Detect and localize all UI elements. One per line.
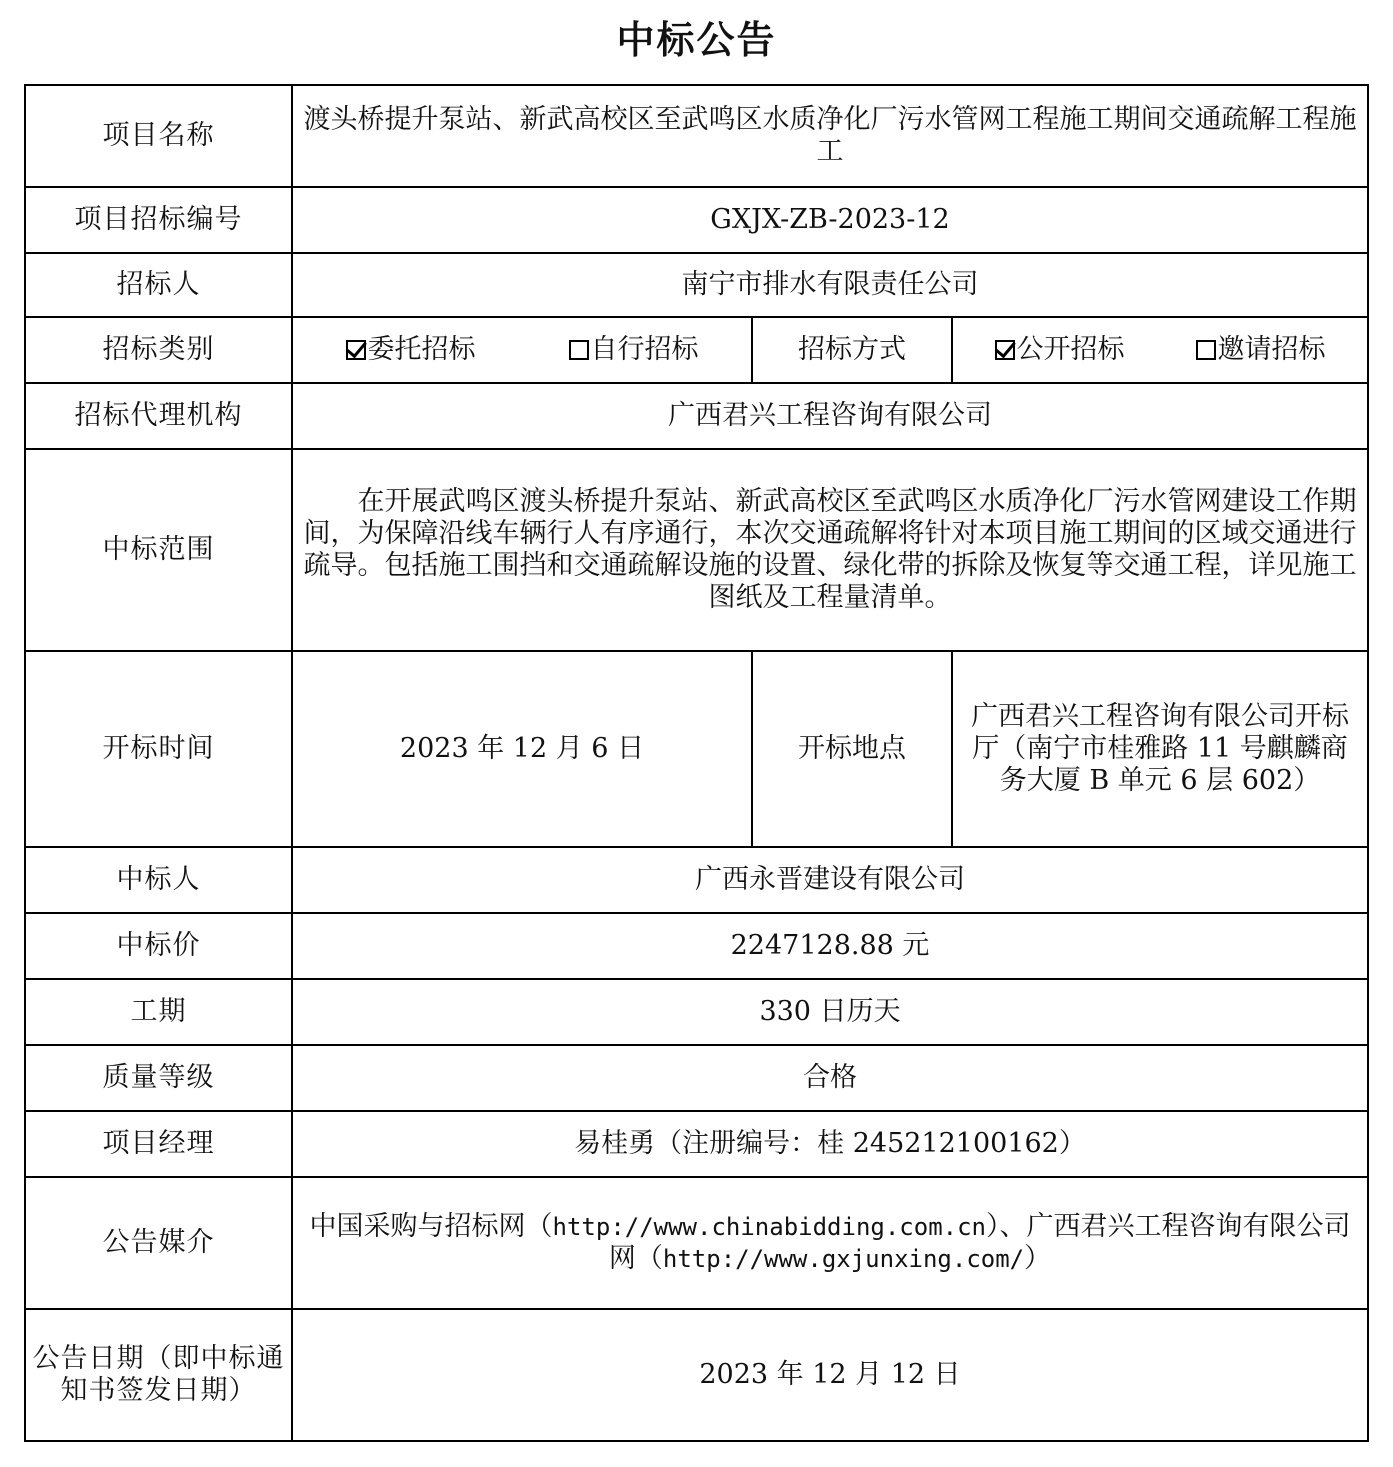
media-text-1: 中国采购与招标网（ [309,1211,553,1242]
row-quality [25,1045,1368,1111]
label-method: 招标方式 [752,317,952,383]
value-opening-place: 广西君兴工程咨询有限公司开标厅（南宁市桂雅路 11 号麒麟商务大厦 B 单元 6 层 602） [952,651,1368,847]
checkbox-empty-icon [1196,340,1216,360]
label-quality: 质量等级 [25,1045,292,1111]
label-media: 公告媒介 [25,1177,292,1309]
row-duration [25,979,1368,1045]
value-tender-no: GXJX-ZB-2023-12 [292,187,1368,253]
value-tenderer: 南宁市排水有限责任公司 [292,253,1368,317]
label-duration: 工期 [25,979,292,1045]
media-link-gxjunxing[interactable]: http://www.gxjunxing.com/ [662,1245,1025,1273]
value-winner: 广西永晋建设有限公司 [292,847,1368,913]
media-text-3: ） [1024,1243,1052,1274]
checkbox-open[interactable] [995,334,1125,366]
value-quality: 合格 [292,1045,1368,1111]
label-manager: 项目经理 [25,1111,292,1177]
row-manager [25,1111,1368,1177]
row-category [25,317,1368,383]
option-self-label: 自行招标 [590,334,699,365]
row-scope [25,449,1368,651]
label-scope: 中标范围 [25,449,292,651]
category-options [292,317,752,383]
row-date [25,1309,1368,1441]
option-open-label: 公开招标 [1016,334,1125,365]
value-date: 2023 年 12 月 12 日 [292,1309,1368,1441]
checkbox-self[interactable] [569,334,699,366]
label-tender-no: 项目招标编号 [25,187,292,253]
row-tenderer [25,253,1368,317]
row-tender-no [25,187,1368,253]
checkbox-checked-icon [346,340,366,360]
label-price: 中标价 [25,913,292,979]
label-project-name: 项目名称 [25,85,292,187]
row-media [25,1177,1368,1309]
value-duration: 330 日历天 [292,979,1368,1045]
label-opening-time: 开标时间 [25,651,292,847]
value-media [292,1177,1368,1309]
media-text-2: ）、广西君兴工程咨询有限公司网（ [608,1211,1351,1274]
value-opening-time: 2023 年 12 月 6 日 [292,651,752,847]
value-price: 2247128.88 元 [292,913,1368,979]
checkbox-checked-icon [995,340,1015,360]
checkbox-empty-icon [569,340,589,360]
row-project-name [25,85,1368,187]
checkbox-entrusted[interactable] [346,334,476,366]
label-tenderer: 招标人 [25,253,292,317]
value-manager: 易桂勇（注册编号：桂 245212100162） [292,1111,1368,1177]
label-opening-place: 开标地点 [752,651,952,847]
page-title: 中标公告 [616,18,777,62]
row-price [25,913,1368,979]
value-agency: 广西君兴工程咨询有限公司 [292,383,1368,449]
label-date: 公告日期（即中标通知书签发日期） [25,1309,292,1441]
row-agency [25,383,1368,449]
value-scope: 在开展武鸣区渡头桥提升泵站、新武高校区至武鸣区水质净化厂污水管网建设工作期间，为保障沿线车辆行人有序通行，本次交通疏解将针对本项目施工期间的区域交通进行疏导。包括施工围挡和交通疏解设施的设置、绿化带的拆除及恢复等交通工程，详见施工图纸及工程量清单。 [292,449,1368,651]
label-agency: 招标代理机构 [25,383,292,449]
media-link-chinabidding[interactable]: http://www.chinabidding.com.cn [552,1213,986,1241]
label-category: 招标类别 [25,317,292,383]
label-winner: 中标人 [25,847,292,913]
method-options [952,317,1368,383]
row-winner [25,847,1368,913]
option-invite-label: 邀请招标 [1217,334,1326,365]
value-project-name: 渡头桥提升泵站、新武高校区至武鸣区水质净化厂污水管网工程施工期间交通疏解工程施工 [292,85,1368,187]
checkbox-invite[interactable] [1196,334,1326,366]
row-opening [25,651,1368,847]
option-entrusted-label: 委托招标 [367,334,476,365]
notice-table [24,84,1369,1442]
